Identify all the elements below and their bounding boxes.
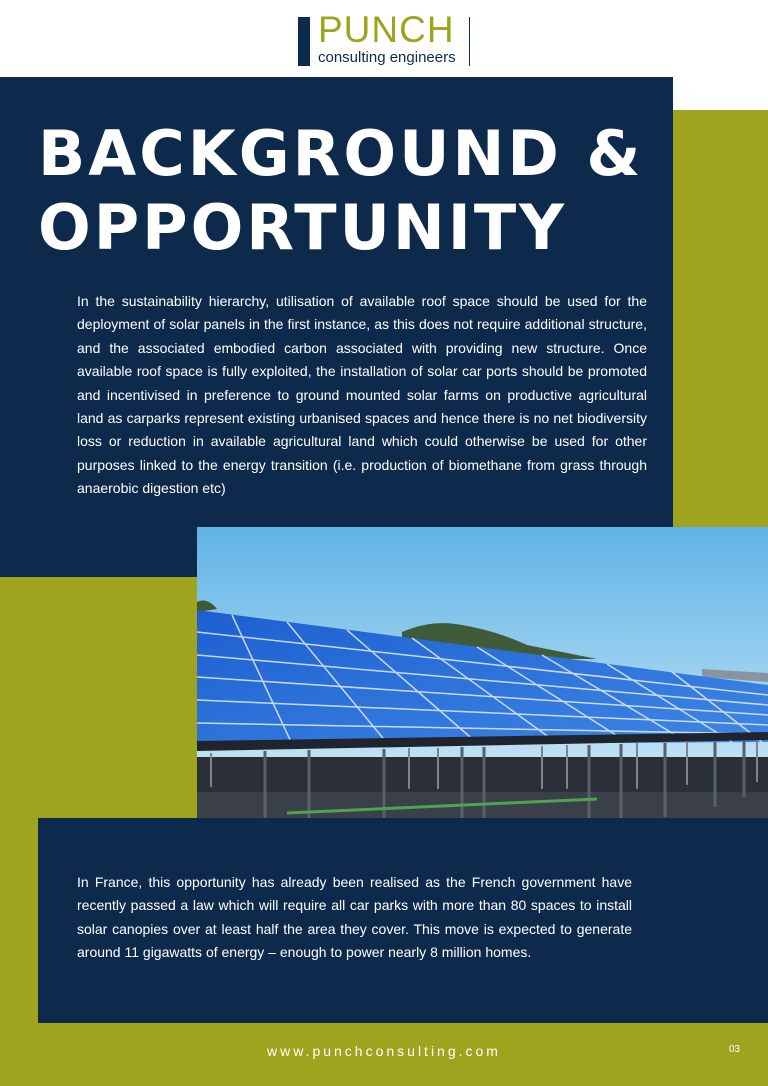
logo-tagline: consulting engineers	[318, 49, 456, 66]
page-title-line-2: OPPORTUNITY	[38, 191, 568, 264]
logo-bar-right	[469, 17, 470, 66]
page-title	[38, 117, 643, 265]
intro-paragraph: In the sustainability hierarchy, utilisation of available roof space should be used for the deployment of solar panels in the first instance, as this does not require additional structure, and the associated embodied carbon associated with providing new structure. Once available roof space is fully exploited, the installation of solar car ports should be promoted and incentivised in preference to ground mounted solar farms on productive agricultural land as carparks represent existing urbanised spaces and hence there is no net biodiversity loss or reduction in available agricultural land which could otherwise be used for other purposes linked to the energy transition (i.e. production of biomethane from grass through anaerobic digestion etc)	[77, 293, 647, 497]
page-title-line-1: BACKGROUND &	[38, 117, 644, 190]
logo-bar-left	[298, 17, 310, 66]
france-paragraph: In France, this opportunity has already been realised as the French government have recently passed a law which will require all car parks with more than 80 spaces to install solar canopies over at least half the area they cover. This move is expected to generate around 11 gigawatts of energy – enough to power nearly 8 million homes.	[77, 874, 632, 961]
solar-carport-photo	[197, 527, 768, 818]
logo-wordmark: PUNCH	[318, 9, 455, 50]
page-number: 03	[729, 1044, 741, 1055]
header-white-corner	[673, 0, 768, 110]
footer-website-link[interactable]: www.punchconsulting.com	[267, 1043, 501, 1059]
solar-carport-illustration	[197, 527, 768, 818]
